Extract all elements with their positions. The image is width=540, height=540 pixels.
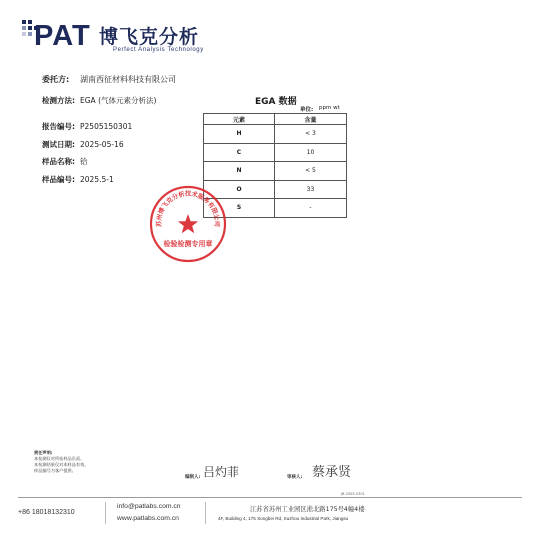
column-header-element: 元素	[204, 114, 275, 125]
sample-name-value: 铪	[80, 157, 88, 166]
footer-website[interactable]: www.patlabs.com.cn	[117, 515, 179, 522]
reviewer-label: 审核人:	[287, 475, 303, 480]
disclaimer-line: 本检测结果仅对本样品有效。	[34, 462, 89, 467]
content-cell: < 3	[275, 125, 347, 144]
compiler-label: 编制人:	[185, 475, 201, 480]
content-cell: 33	[275, 180, 347, 199]
table-row	[204, 143, 347, 162]
method-label: 检测方法:	[42, 96, 75, 105]
method-value: EGA (气体元素分析法)	[80, 96, 157, 105]
sample-name-label: 样品名称:	[42, 157, 75, 166]
disclaimer-line: 本检测仅对所检样品负责。	[34, 456, 85, 461]
disclaimer-title: 责任声明:	[34, 450, 53, 455]
element-cell: H	[204, 125, 275, 144]
table-row	[204, 162, 347, 181]
company-tagline: Perfect Analysis Technology	[113, 47, 204, 53]
content-cell: 10	[275, 143, 347, 162]
unit-value: ppm wt	[319, 105, 340, 111]
company-name-cn: 博飞克分析	[99, 26, 200, 48]
element-cell: C	[204, 143, 275, 162]
unit-label: 单位:	[300, 107, 314, 113]
client-label: 委托方:	[42, 75, 70, 84]
official-seal-icon	[148, 184, 228, 264]
table-header-row	[204, 114, 347, 125]
footer-phone: +86 18018132310	[18, 509, 75, 516]
ega-title: EGA 数据	[255, 97, 297, 107]
content-cell: < 5	[275, 162, 347, 181]
report-no-value: P2505150301	[80, 122, 133, 131]
client-value: 湖南西征材料科技有限公司	[80, 75, 176, 84]
seal-inner-text: 检验检测专用章	[163, 240, 213, 248]
logo-text: PAT	[34, 20, 91, 52]
element-cell: O	[204, 180, 275, 199]
seal-ring-text: 苏州博飞克分析技术服务有限公司	[155, 190, 221, 228]
element-cell: N	[204, 162, 275, 181]
test-date-label: 测试日期:	[42, 140, 75, 149]
footer-separator	[205, 502, 206, 524]
document-id: JB-2505-0301	[341, 492, 365, 496]
compiler-signature: 吕灼菲	[203, 465, 240, 479]
footer-divider	[18, 497, 522, 498]
footer-email[interactable]: info@patlabs.com.cn	[117, 503, 181, 510]
report-no-label: 报告编号:	[42, 122, 75, 131]
sample-no-value: 2025.5-1	[80, 175, 114, 184]
table-row	[204, 125, 347, 144]
footer-address-en: 4F, Building 4, 175 Songbei Rd, Suzhou Industrial Park, Jiangsu	[218, 516, 349, 521]
test-date-value: 2025-05-16	[80, 140, 124, 149]
disclaimer-line: 样品编号为客户提供。	[34, 468, 76, 473]
reviewer-signature: 蔡承贤	[312, 465, 352, 480]
content-cell: -	[275, 199, 347, 218]
footer-separator	[105, 502, 106, 524]
column-header-content: 含量	[275, 114, 347, 125]
element-cell: S	[204, 199, 275, 218]
sample-no-label: 样品编号:	[42, 175, 75, 184]
footer-address-cn: 江苏省苏州工业园区淞北路175号4幢4楼	[250, 506, 365, 513]
